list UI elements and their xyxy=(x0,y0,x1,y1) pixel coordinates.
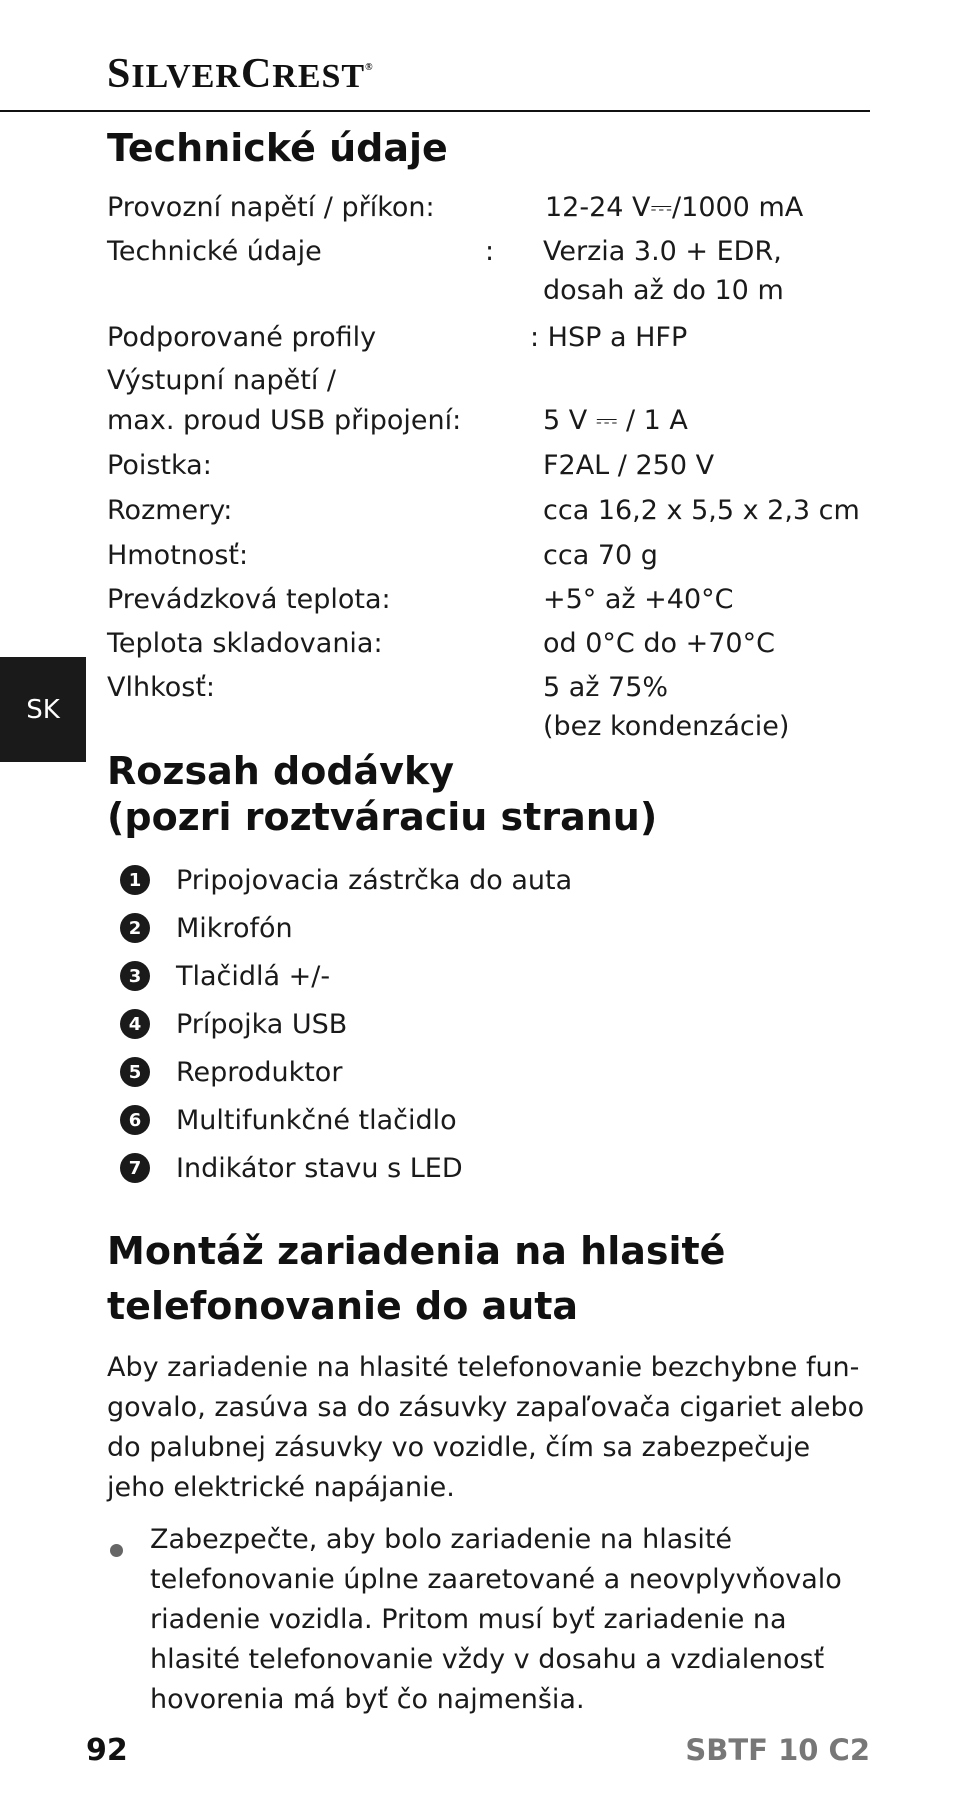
list-item xyxy=(120,1102,457,1138)
item-text: Mikrofón xyxy=(176,912,293,944)
bullet-dot-icon xyxy=(110,1544,123,1557)
mounting-paragraph: Aby zariadenie na hlasité telefonovanie bezchybne fungovalo, zasúva sa do zásuvky zapaľovača cigariet alebo do palubnej zásuvky vo vozidle, čím sa zabezpečuje jeho elektrické napájanie. xyxy=(107,1352,865,1503)
item-text: Indikátor stavu s LED xyxy=(176,1152,463,1184)
mounting-bullet: Zabezpečte, aby bolo zariadenie na hlasité telefonovanie úplne zaaretované a neovplyvňovalo riadenie vozidla. Pritom musí byť zariadenie na hlasité telefonovanie vždy v dosahu a vzdialenosť hovorenia má byť čo najmenšia. xyxy=(150,1524,842,1715)
item-text: Prípojka USB xyxy=(176,1008,348,1040)
item-number-badge: 1 xyxy=(120,865,150,895)
language-tab: SK xyxy=(0,657,86,762)
model-number: SBTF 10 C2 xyxy=(685,1733,870,1767)
spec-value: (bez kondenzácie) xyxy=(543,711,790,742)
item-text: Multifunkčné tlačidlo xyxy=(176,1104,457,1136)
spec-value: 5 V ⎓ / 1 A xyxy=(543,405,688,436)
item-number-badge: 4 xyxy=(120,1009,150,1039)
spec-colon: : xyxy=(485,236,495,267)
spec-value: 12-24 V⎓/1000 mA xyxy=(545,192,804,223)
spec-value: 5 až 75% xyxy=(543,672,669,703)
section-title-technical-data: Technické údaje xyxy=(107,126,448,170)
spec-value: +5° až +40°C xyxy=(543,584,734,615)
item-number-badge: 5 xyxy=(120,1057,150,1087)
header-rule xyxy=(0,110,870,112)
item-text: Tlačidlá +/- xyxy=(176,960,331,992)
item-number-badge: 3 xyxy=(120,961,150,991)
spec-value: cca 16,2 x 5,5 x 2,3 cm xyxy=(543,495,860,526)
brand-logo: SILVERCREST® xyxy=(107,51,374,97)
list-item xyxy=(120,910,293,946)
spec-label: max. proud USB připojení: xyxy=(107,405,462,436)
spec-label: Prevádzková teplota: xyxy=(107,584,391,615)
list-item xyxy=(120,1054,342,1090)
section-title-mounting-line1: Montáž zariadenia na hlasité xyxy=(107,1229,726,1273)
list-item xyxy=(120,1150,463,1186)
list-item xyxy=(120,1006,347,1042)
spec-label: Teplota skladovania: xyxy=(107,628,383,659)
spec-value: F2AL / 250 V xyxy=(543,450,715,481)
item-number-badge: 2 xyxy=(120,913,150,943)
spec-label: Výstupní napětí / xyxy=(107,365,336,396)
spec-value: : HSP a HFP xyxy=(530,322,688,353)
spec-label: Technické údaje xyxy=(107,236,322,267)
spec-value: cca 70 g xyxy=(543,540,658,571)
spec-value: dosah až do 10 m xyxy=(543,275,784,306)
spec-label: Podporované profily xyxy=(107,322,377,353)
section-title-mounting-line2: telefonovanie do auta xyxy=(107,1284,579,1328)
item-number-badge: 6 xyxy=(120,1105,150,1135)
item-text: Reproduktor xyxy=(176,1056,343,1088)
spec-label: Rozmery: xyxy=(107,495,233,526)
spec-label: Vlhkosť: xyxy=(107,672,216,703)
list-item xyxy=(120,958,330,994)
spec-label: Poistka: xyxy=(107,450,212,481)
spec-value: od 0°C do +70°C xyxy=(543,628,775,659)
item-number-badge: 7 xyxy=(120,1153,150,1183)
page-number: 92 xyxy=(86,1733,128,1768)
spec-label: Provozní napětí / příkon: xyxy=(107,192,435,223)
section-title-contents-line1: Rozsah dodávky xyxy=(107,749,454,793)
list-item xyxy=(120,862,572,898)
spec-label: Hmotnosť: xyxy=(107,540,249,571)
section-title-contents-line2: (pozri roztváraciu stranu) xyxy=(107,795,658,839)
item-text: Pripojovacia zástrčka do auta xyxy=(176,864,573,896)
spec-value: Verzia 3.0 + EDR, xyxy=(543,236,782,267)
